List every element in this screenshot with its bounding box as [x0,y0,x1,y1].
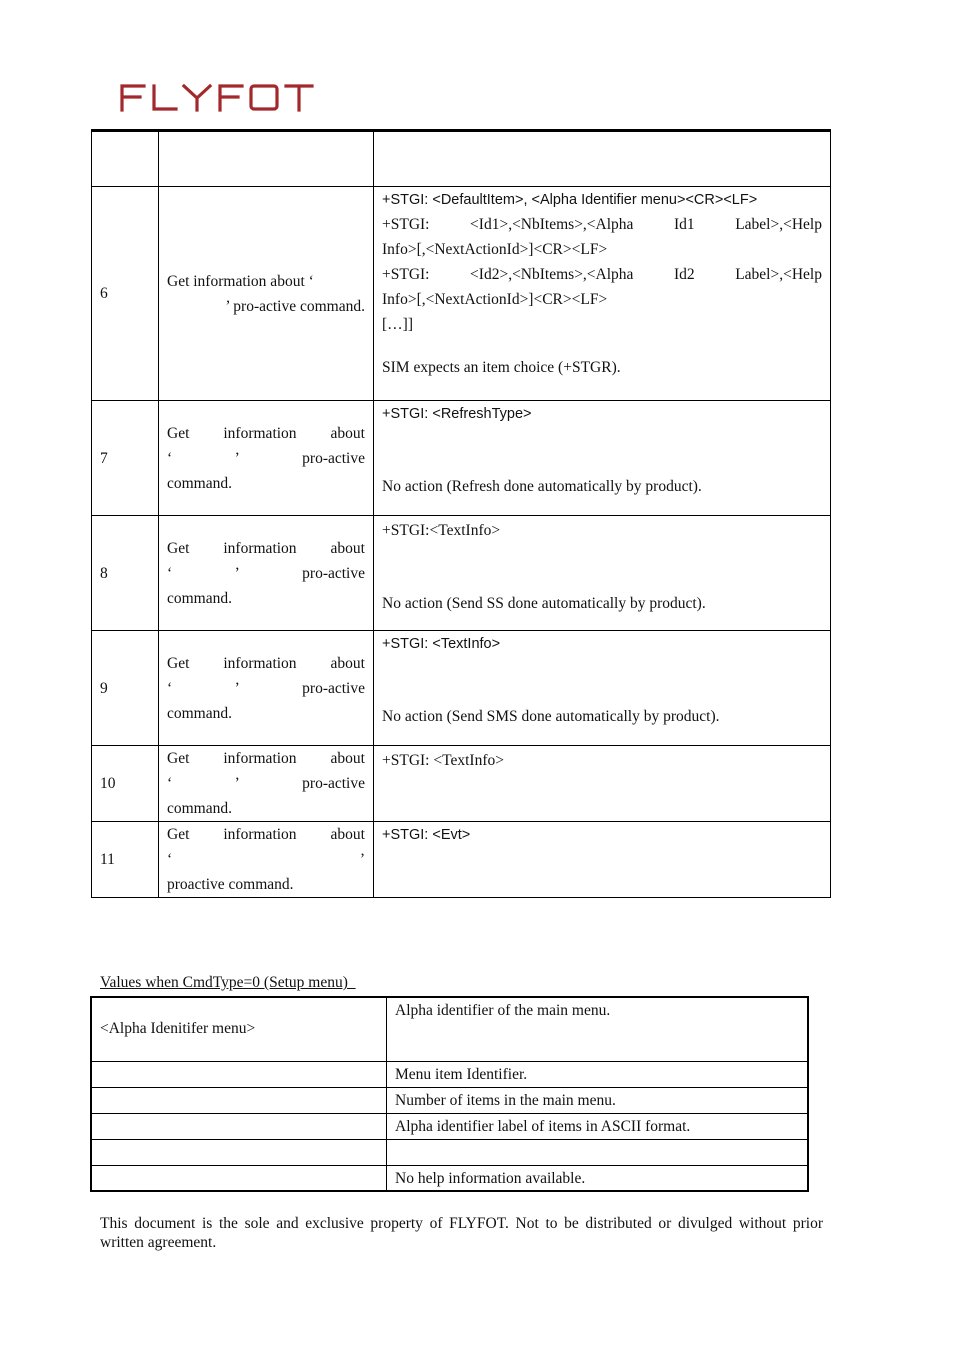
desc-word: pro-active [302,679,365,697]
param-name [91,1061,387,1087]
desc-line [167,536,365,561]
table-row [91,1165,808,1191]
table-row [92,746,831,822]
desc-line: command. [167,800,232,817]
desc-word: information [223,750,297,767]
desc-word: Get [167,424,190,442]
desc-word: about [330,750,365,767]
desc-word: ’ [359,851,365,868]
param-name [91,1139,387,1165]
desc-line: command. [167,474,232,492]
desc-word: pro-active [302,775,365,792]
param-name [91,1113,387,1139]
resp-line: +STGI: <Evt> [382,827,471,843]
desc-word: ‘ [167,564,173,582]
resp-line: +STGI: <TextInfo> [382,636,501,652]
param-value: Alpha identifier label of items in ASCII format. [387,1113,809,1139]
setup-menu-values-table [90,996,809,1192]
row-description [159,822,374,898]
table-row [91,1113,808,1139]
resp-line: No action (Send SS done automatically by product). [382,595,706,612]
desc-line: command. [167,704,232,722]
table-row [92,822,831,898]
resp-line: No action (Send SMS done automatically by product). [382,708,720,725]
resp-word: <Id2>,<NbItems>,<Alpha [470,266,634,283]
resp-line: […]] [382,316,413,333]
spacer [382,426,822,474]
resp-word: Id1 [673,216,695,233]
row-number: 11 [92,822,159,898]
row-number: 10 [92,746,159,822]
row-number: 7 [92,401,159,516]
row-number: 6 [92,187,159,401]
param-value: Number of items in the main menu. [387,1087,809,1113]
flyfot-logo-mark [118,80,318,114]
desc-line: command. [167,589,232,607]
table-row [91,1087,808,1113]
desc-word: information [223,539,297,557]
resp-line: SIM expects an item choice (+STGR). [382,359,621,376]
proactive-command-table [91,129,831,898]
resp-word: Id2 [673,266,695,283]
desc-word: about [330,826,365,843]
desc-line [167,822,365,847]
resp-word: +STGI: [382,216,430,233]
desc-word: ’ [234,449,240,467]
desc-word: about [330,539,365,557]
param-name: <Alpha Idenitifer menu> [91,997,387,1061]
header-cell-response [374,131,831,187]
desc-word: pro-active [302,449,365,467]
desc-line [167,676,365,701]
desc-line [167,771,365,796]
param-name [91,1087,387,1113]
spacer [382,337,822,355]
resp-word: Label>,<Help [735,266,822,283]
param-name [91,1165,387,1191]
desc-line [167,446,365,471]
param-value [387,1139,809,1165]
desc-line [167,651,365,676]
desc-word: Get [167,654,190,672]
table-header-row [92,131,831,187]
table-row [91,997,808,1061]
resp-word: +STGI: [382,266,430,283]
desc-word: information [223,654,297,672]
desc-word: ’ [234,775,240,792]
desc-word: information [223,424,297,442]
resp-line: +STGI:<TextInfo> [382,522,501,539]
row-response [374,187,831,401]
param-value: No help information available. [387,1165,809,1191]
desc-word: about [330,424,365,442]
values-caption: Values when CmdType=0 (Setup menu) [100,974,356,991]
row-response [374,746,831,822]
desc-line: Get information about ‘ [167,272,314,290]
row-response [374,631,831,746]
desc-word: Get [167,539,190,557]
table-row [92,187,831,401]
table-row [91,1061,808,1087]
row-response [374,822,831,898]
desc-word: Get [167,750,190,767]
spacer [382,543,822,591]
desc-word: ‘ [167,679,173,697]
row-description [159,401,374,516]
desc-word: ‘ [167,449,173,467]
desc-word: ‘ [167,851,173,868]
desc-line [167,746,365,771]
resp-line: Info>[,<NextActionId>]<CR><LF> [382,291,608,308]
resp-line [382,212,822,237]
row-description [159,187,374,401]
row-response [374,516,831,631]
desc-word: ‘ [167,775,173,792]
table-row [92,401,831,516]
row-response [374,401,831,516]
resp-word: Label>,<Help [735,216,822,233]
flyfot-logo [118,80,318,114]
param-value: Alpha identifier of the main menu. [387,997,809,1061]
copyright-footer: This document is the sole and exclusive property of FLYFOT. Not to be distributed or divulged without prior written agreement. [100,1215,823,1251]
row-description [159,746,374,822]
resp-line [382,262,822,287]
desc-word: ’ [234,679,240,697]
row-number: 9 [92,631,159,746]
desc-word: about [330,654,365,672]
resp-line: +STGI: <RefreshType> [382,406,532,422]
resp-line: +STGI: <TextInfo> [382,752,504,769]
desc-line [167,421,365,446]
row-description [159,631,374,746]
desc-word: information [223,826,297,843]
table-row [91,1139,808,1165]
param-value: Menu item Identifier. [387,1061,809,1087]
desc-line [167,561,365,586]
header-cell-description [159,131,374,187]
resp-line: No action (Refresh done automatically by product). [382,478,702,495]
table-row [92,516,831,631]
resp-word: <Id1>,<NbItems>,<Alpha [470,216,634,233]
row-description [159,516,374,631]
header-cell-no [92,131,159,187]
table-row [92,631,831,746]
desc-word: ’ [234,564,240,582]
row-number: 8 [92,516,159,631]
desc-word: pro-active [302,564,365,582]
desc-line [167,847,365,872]
resp-line: Info>[,<NextActionId>]<CR><LF> [382,241,608,258]
spacer [382,656,822,704]
desc-word: Get [167,826,190,843]
desc-line: proactive command. [167,876,294,893]
resp-line: +STGI: <DefaultItem>, <Alpha Identifier menu><CR><LF> [382,192,758,208]
desc-line: ’ pro-active command. [225,297,365,315]
